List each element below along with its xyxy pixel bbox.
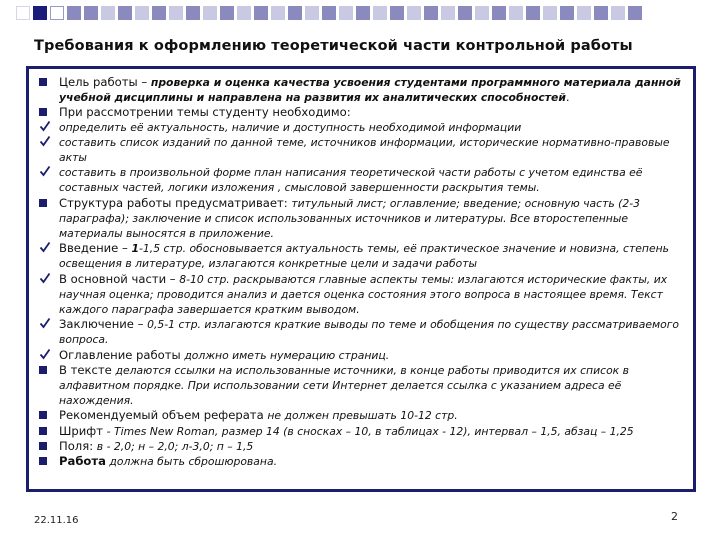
checkmark-icon	[39, 348, 51, 360]
square-bullet-icon	[39, 457, 47, 465]
list-item	[37, 317, 685, 347]
list-item	[37, 120, 685, 135]
square-bullet-icon	[39, 427, 47, 435]
item-emphasis: 1	[131, 242, 139, 256]
deco-square	[577, 6, 591, 20]
list-item	[37, 424, 685, 439]
deco-square	[203, 6, 217, 20]
item-text: должно иметь нумерацию страниц.	[184, 348, 390, 362]
item-label: Заключение –	[59, 317, 148, 332]
list-item	[37, 408, 685, 423]
deco-square	[220, 6, 234, 20]
deco-square	[628, 6, 642, 20]
deco-square	[543, 6, 557, 20]
list-item	[37, 75, 685, 105]
deco-square	[271, 6, 285, 20]
deco-square	[288, 6, 302, 20]
checkmark-icon	[39, 317, 51, 329]
deco-square	[135, 6, 149, 20]
item-text: составить в произвольной форме план написания теоретической части работы с учетом единства её составных частей, логики изложения , смысловой завершенности раскрытия темы.	[59, 166, 643, 195]
list-item	[37, 439, 685, 454]
decorative-squares	[16, 6, 645, 24]
item-text: 0,5-1 стр. излагаются краткие выводы по теме и обобщения по существу рассматриваемого вопроса.	[59, 318, 679, 347]
list-item	[37, 165, 685, 195]
item-label: Структура работы предусматривает:	[59, 195, 292, 210]
deco-square	[475, 6, 489, 20]
deco-square	[356, 6, 370, 20]
list-item	[37, 348, 685, 363]
deco-square	[152, 6, 166, 20]
deco-square	[186, 6, 200, 20]
square-bullet-icon	[39, 199, 47, 207]
item-text: не должен превышать 10-12 стр.	[267, 409, 458, 423]
checkmark-icon	[39, 272, 51, 284]
deco-square	[237, 6, 251, 20]
list-item	[37, 196, 685, 242]
item-label: Оглавление работы	[59, 347, 185, 362]
item-tail: .	[565, 90, 570, 105]
deco-square	[101, 6, 115, 20]
deco-square	[50, 6, 64, 20]
deco-square	[560, 6, 574, 20]
slide-title: Требования к оформлению теоретической части контрольной работы	[34, 38, 633, 54]
list-item	[37, 135, 685, 165]
deco-square	[509, 6, 523, 20]
deco-square	[424, 6, 438, 20]
page-number: 2	[671, 510, 678, 523]
deco-square	[67, 6, 81, 20]
item-label: Цель работы –	[59, 75, 151, 89]
item-text: 8-10 стр. раскрываются главные аспекты темы: излагаются исторические факты, их научная оценка; проводится анализ и дается оценка состояния этого вопроса в настоящее время. Текст каждого параграфа завершается кратким выводом.	[59, 272, 668, 317]
deco-square	[254, 6, 268, 20]
deco-square	[407, 6, 421, 20]
square-bullet-icon	[39, 108, 47, 116]
item-text: определить её актуальность, наличие и доступность необходимой информации	[59, 120, 522, 134]
checkmark-icon	[39, 135, 51, 147]
item-label: Работа	[59, 454, 106, 469]
item-text: составить список изданий по данной теме, источников информации, исторические нормативно-правовые акты	[59, 135, 670, 165]
checkmark-icon	[39, 241, 51, 253]
item-label: Рекомендуемый объем реферата	[59, 408, 268, 423]
square-bullet-icon	[39, 411, 47, 419]
item-label: Поля:	[59, 438, 97, 453]
deco-square	[16, 6, 30, 20]
checkmark-icon	[39, 120, 51, 132]
deco-square	[84, 6, 98, 20]
deco-square	[492, 6, 506, 20]
content-frame	[26, 66, 696, 492]
list-item	[37, 105, 685, 119]
deco-square	[441, 6, 455, 20]
deco-square	[322, 6, 336, 20]
item-text: -1,5 стр. обосновывается актуальность темы, её практическое значение и новизна, степень освещения в литературе, излагаются конкретные цели и задачи работы	[59, 242, 670, 271]
square-bullet-icon	[39, 78, 47, 86]
deco-square	[458, 6, 472, 20]
deco-square	[33, 6, 47, 20]
list-item	[37, 241, 685, 271]
deco-square	[339, 6, 353, 20]
item-label: Введение –	[59, 241, 132, 256]
list-item	[37, 363, 685, 409]
list-item	[37, 272, 685, 318]
deco-square	[169, 6, 183, 20]
deco-square	[305, 6, 319, 20]
checkmark-icon	[39, 165, 51, 177]
deco-square	[594, 6, 608, 20]
item-label: В тексте	[59, 362, 116, 377]
square-bullet-icon	[39, 366, 47, 374]
deco-square	[373, 6, 387, 20]
item-text: титульный лист; оглавление; введение; основную часть (2-3 параграфа); заключение и список использованных источников и литературы. Все второстепенные материалы выносятся в приложение.	[59, 196, 641, 241]
item-text: должна быть сброшюрована.	[105, 455, 278, 469]
deco-square	[611, 6, 625, 20]
item-label: При рассмотрении темы студенту необходимо:	[59, 105, 351, 120]
item-text: делаются ссылки на использованные источники, в конце работы приводится их список в алфавитном порядке. При использовании сети Интернет делается ссылка с указанием адреса её нахождения.	[59, 363, 629, 408]
deco-square	[526, 6, 540, 20]
item-label: В основной части –	[59, 271, 180, 286]
deco-square	[118, 6, 132, 20]
deco-square	[390, 6, 404, 20]
footer-date: 22.11.16	[34, 515, 79, 526]
item-text: проверка и оценка качества усвоения студентами программного материала данной учебной дисциплины и направлена на развития их аналитических способностей	[59, 76, 681, 105]
item-text: в - 2,0; н – 2,0; л-3,0; п – 1,5	[96, 439, 254, 453]
item-label: Шрифт	[59, 423, 107, 438]
item-text: - Times New Roman, размер 14 (в сносках – 10, в таблицах - 12), интервал – 1,5, абзац – 1,25	[106, 424, 634, 438]
list-item	[37, 454, 685, 469]
square-bullet-icon	[39, 442, 47, 450]
